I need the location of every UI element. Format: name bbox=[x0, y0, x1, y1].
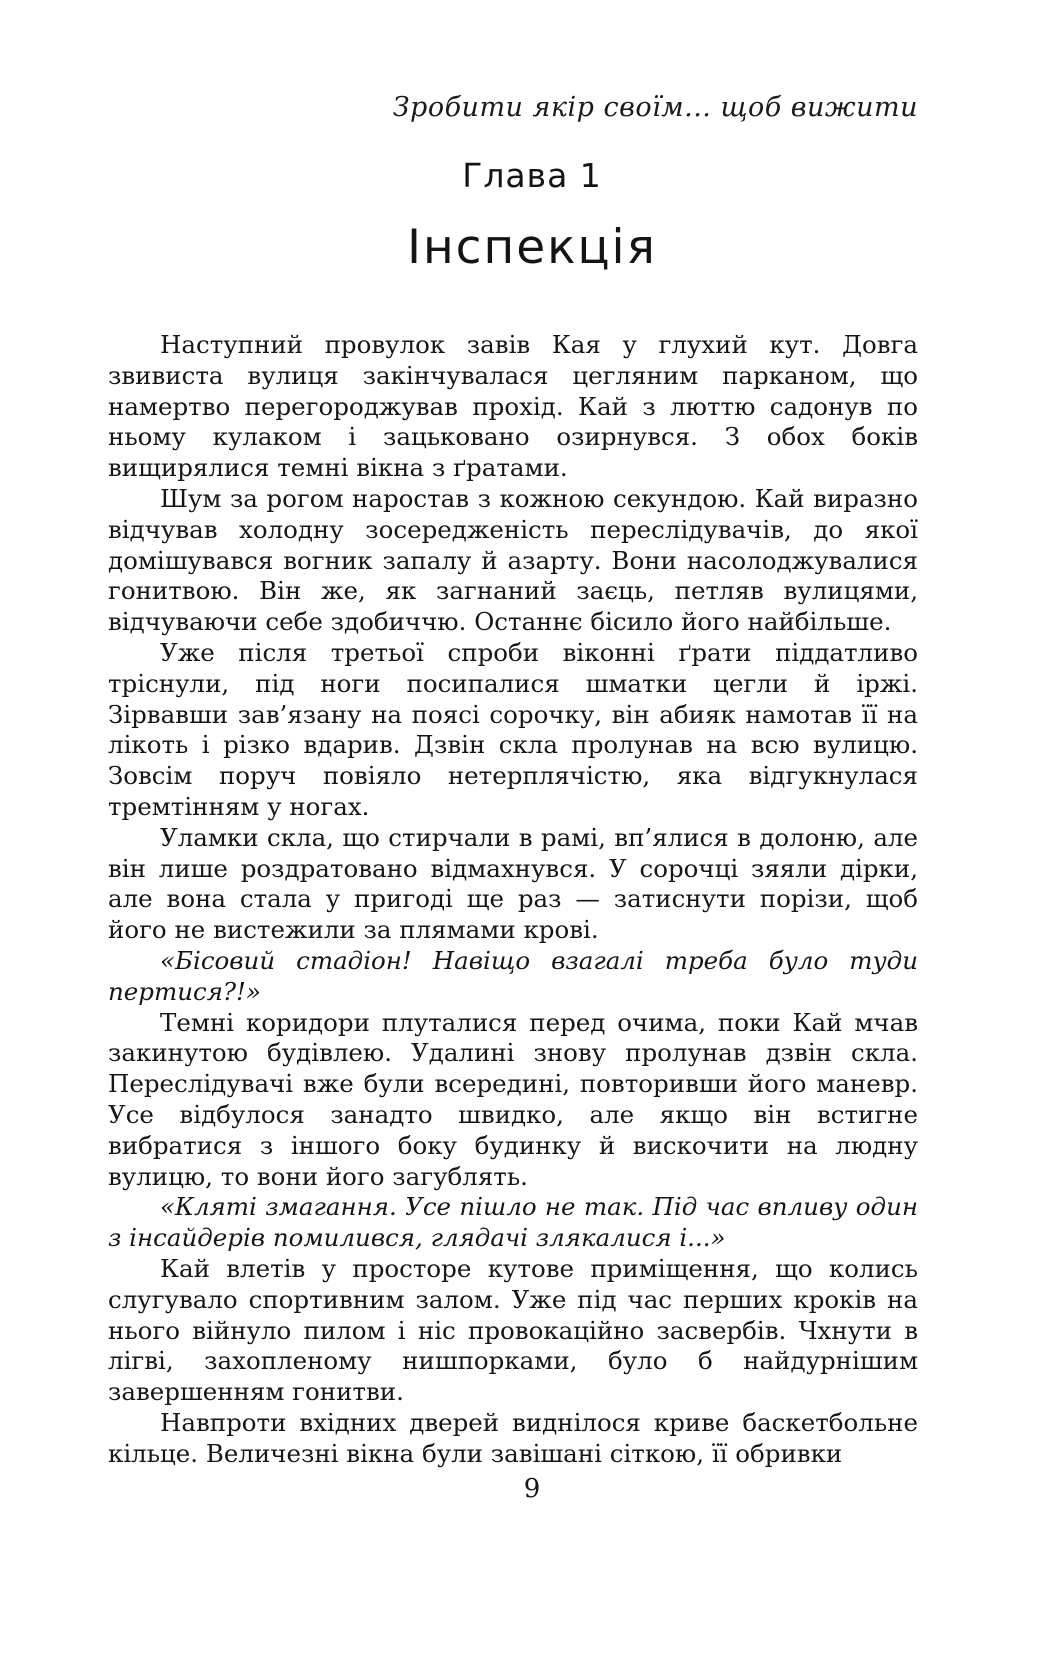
paragraph: Шум за рогом наростав з кожною секундою. Кай виразно відчував холодну зосередженість переслідувачів, до якої домішувався вогник запалу й азарту. Вони насолоджувалися гонитвою. Він же, як загнаний заєць, петляв вулицями, відчуваючи себе здобиччю. Останнє бісило його найбільше. bbox=[108, 483, 918, 637]
paragraph: Уже після третьої спроби віконні ґрати піддатливо тріснули, під ноги посипалися шматки цегли й іржі. Зірвавши зав’язану на поясі сорочку, він абияк намотав її на лікоть і різко вдарив. Дзвін скла пролунав на всю вулицю. Зовсім поруч повіяло нетерплячістю, яка відгукнулася тремтінням у ногах. bbox=[108, 637, 918, 821]
body-text bbox=[108, 330, 918, 1469]
chapter-title: Інспекція bbox=[407, 220, 657, 275]
page-number: 9 bbox=[523, 1474, 541, 1504]
paragraph: Уламки скла, що стирчали в рамі, вп’ялися в долоню, але він лише роздратовано відмахнувся. У сорочці зяяли дірки, але вона стала у пригоді ще раз — затиснути порізи, щоб його не вистежили за плямами крові. bbox=[108, 822, 918, 945]
paragraph: Навпроти вхідних дверей виднілося криве баскетбольне кільце. Величезні вікна були завішані сіткою, її обривки bbox=[108, 1407, 918, 1468]
paragraph: Темні коридори плуталися перед очима, поки Кай мчав закинутою будівлею. Удалині знову пролунав дзвін скла. Переслідувачі вже були всередині, повторивши його маневр. Усе відбулося занадто швидко, але якщо він встигне вибратися з іншого боку будинку й вискочити на людну вулицю, то вони його загублять. bbox=[108, 1007, 918, 1191]
paragraph: Наступний провулок завів Кая у глухий кут. Довга звивиста вулиця закінчувалася цегляним парканом, що намертво перегороджував прохід. Кай з люттю садонув по ньому кулаком і зацьковано озирнувся. З обох боків вищирялися темні вікна з ґратами. bbox=[108, 330, 918, 483]
thought-paragraph: «Бісовий стадіон! Навіщо взагалі треба було туди пертися?!» bbox=[108, 945, 918, 1006]
running-head: Зробити якір своїм... щоб вижити bbox=[392, 92, 918, 123]
thought-paragraph: «Кляті змагання. Усе пішло не так. Під час впливу один з інсайдерів помилився, глядачі злякалися і...» bbox=[108, 1192, 918, 1253]
chapter-label: Глава 1 bbox=[462, 156, 602, 195]
paragraph: Кай влетів у просторе кутове приміщення, що колись слугувало спортивним залом. Уже під час перших кроків на нього війнуло пилом і ніс провокаційно засвербів. Чхнути в лігві, захопленому нишпорками, було б найдурнішим завершенням гонитви. bbox=[108, 1253, 918, 1407]
